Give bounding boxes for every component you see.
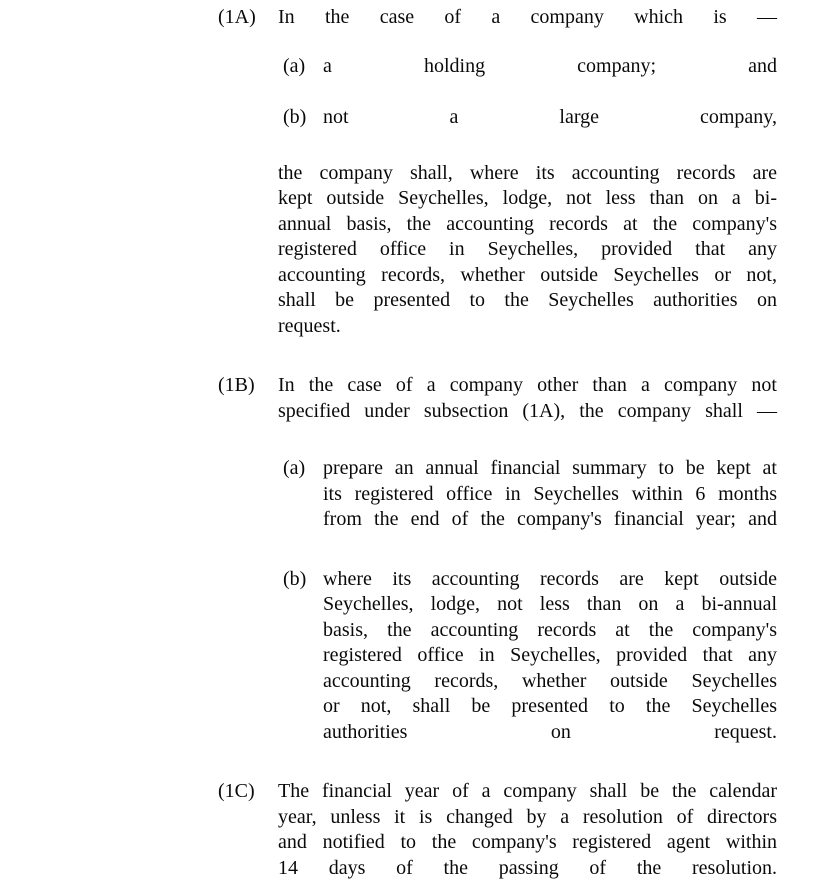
subsection-1c-label: (1C) (218, 780, 255, 802)
item-a-text: prepare an annual financial summary to be kept at its registered office in Seychelles within 6 months from the end of the company's financial year; and (323, 457, 777, 530)
subsection-1b-item-b (283, 567, 837, 746)
subsection-1b-label: (1B) (218, 374, 255, 396)
item-b-label: (b) (283, 106, 307, 128)
item-b-label: (b) (283, 567, 307, 590)
subsection-1a-label: (1A) (218, 6, 256, 28)
subsection-1a-item-a (283, 54, 837, 80)
subsection-1a-intro: In the case of a company which is — (278, 6, 777, 28)
item-b-text: where its accounting records are kept outside Seychelles, lodge, not less than on a bi-annual basis, the accounting records at the company's registered office in Seychelles, provided that any accounting records, whether outside Seychelles or not, shall be presented to the Seychelles authorities on request. (323, 567, 777, 743)
item-a-label: (a) (283, 54, 306, 77)
subsection-1a-item-b (283, 105, 837, 131)
subsection-1a (218, 5, 837, 31)
item-b-text: not a large company, (323, 106, 777, 128)
item-a-label: (a) (283, 457, 306, 479)
subsection-1b (218, 373, 837, 424)
subsection-1a-continuation: the company shall, where its accounting records are kept outside Seychelles, lodge, not less than on a bi- annual basis, the accounting records at the company's registered office in Seychelles, provided that any accounting records, whether outside Seychelles or not, shall be presented to the Seychelles authorities on request. (278, 161, 777, 337)
item-a-text: a holding company; and (323, 54, 777, 77)
subsection-1b-intro: In the case of a company other than a company not specified under subsection (1A), the company shall — (278, 374, 777, 422)
subsection-1c-text: The financial year of a company shall be the calendar year, unless it is changed by a resolution of directors and notified to the company's registered agent within 14 days of the passing of the resolution. (278, 780, 777, 879)
subsection-1c (218, 779, 837, 881)
subsection-1b-item-a (283, 456, 837, 533)
